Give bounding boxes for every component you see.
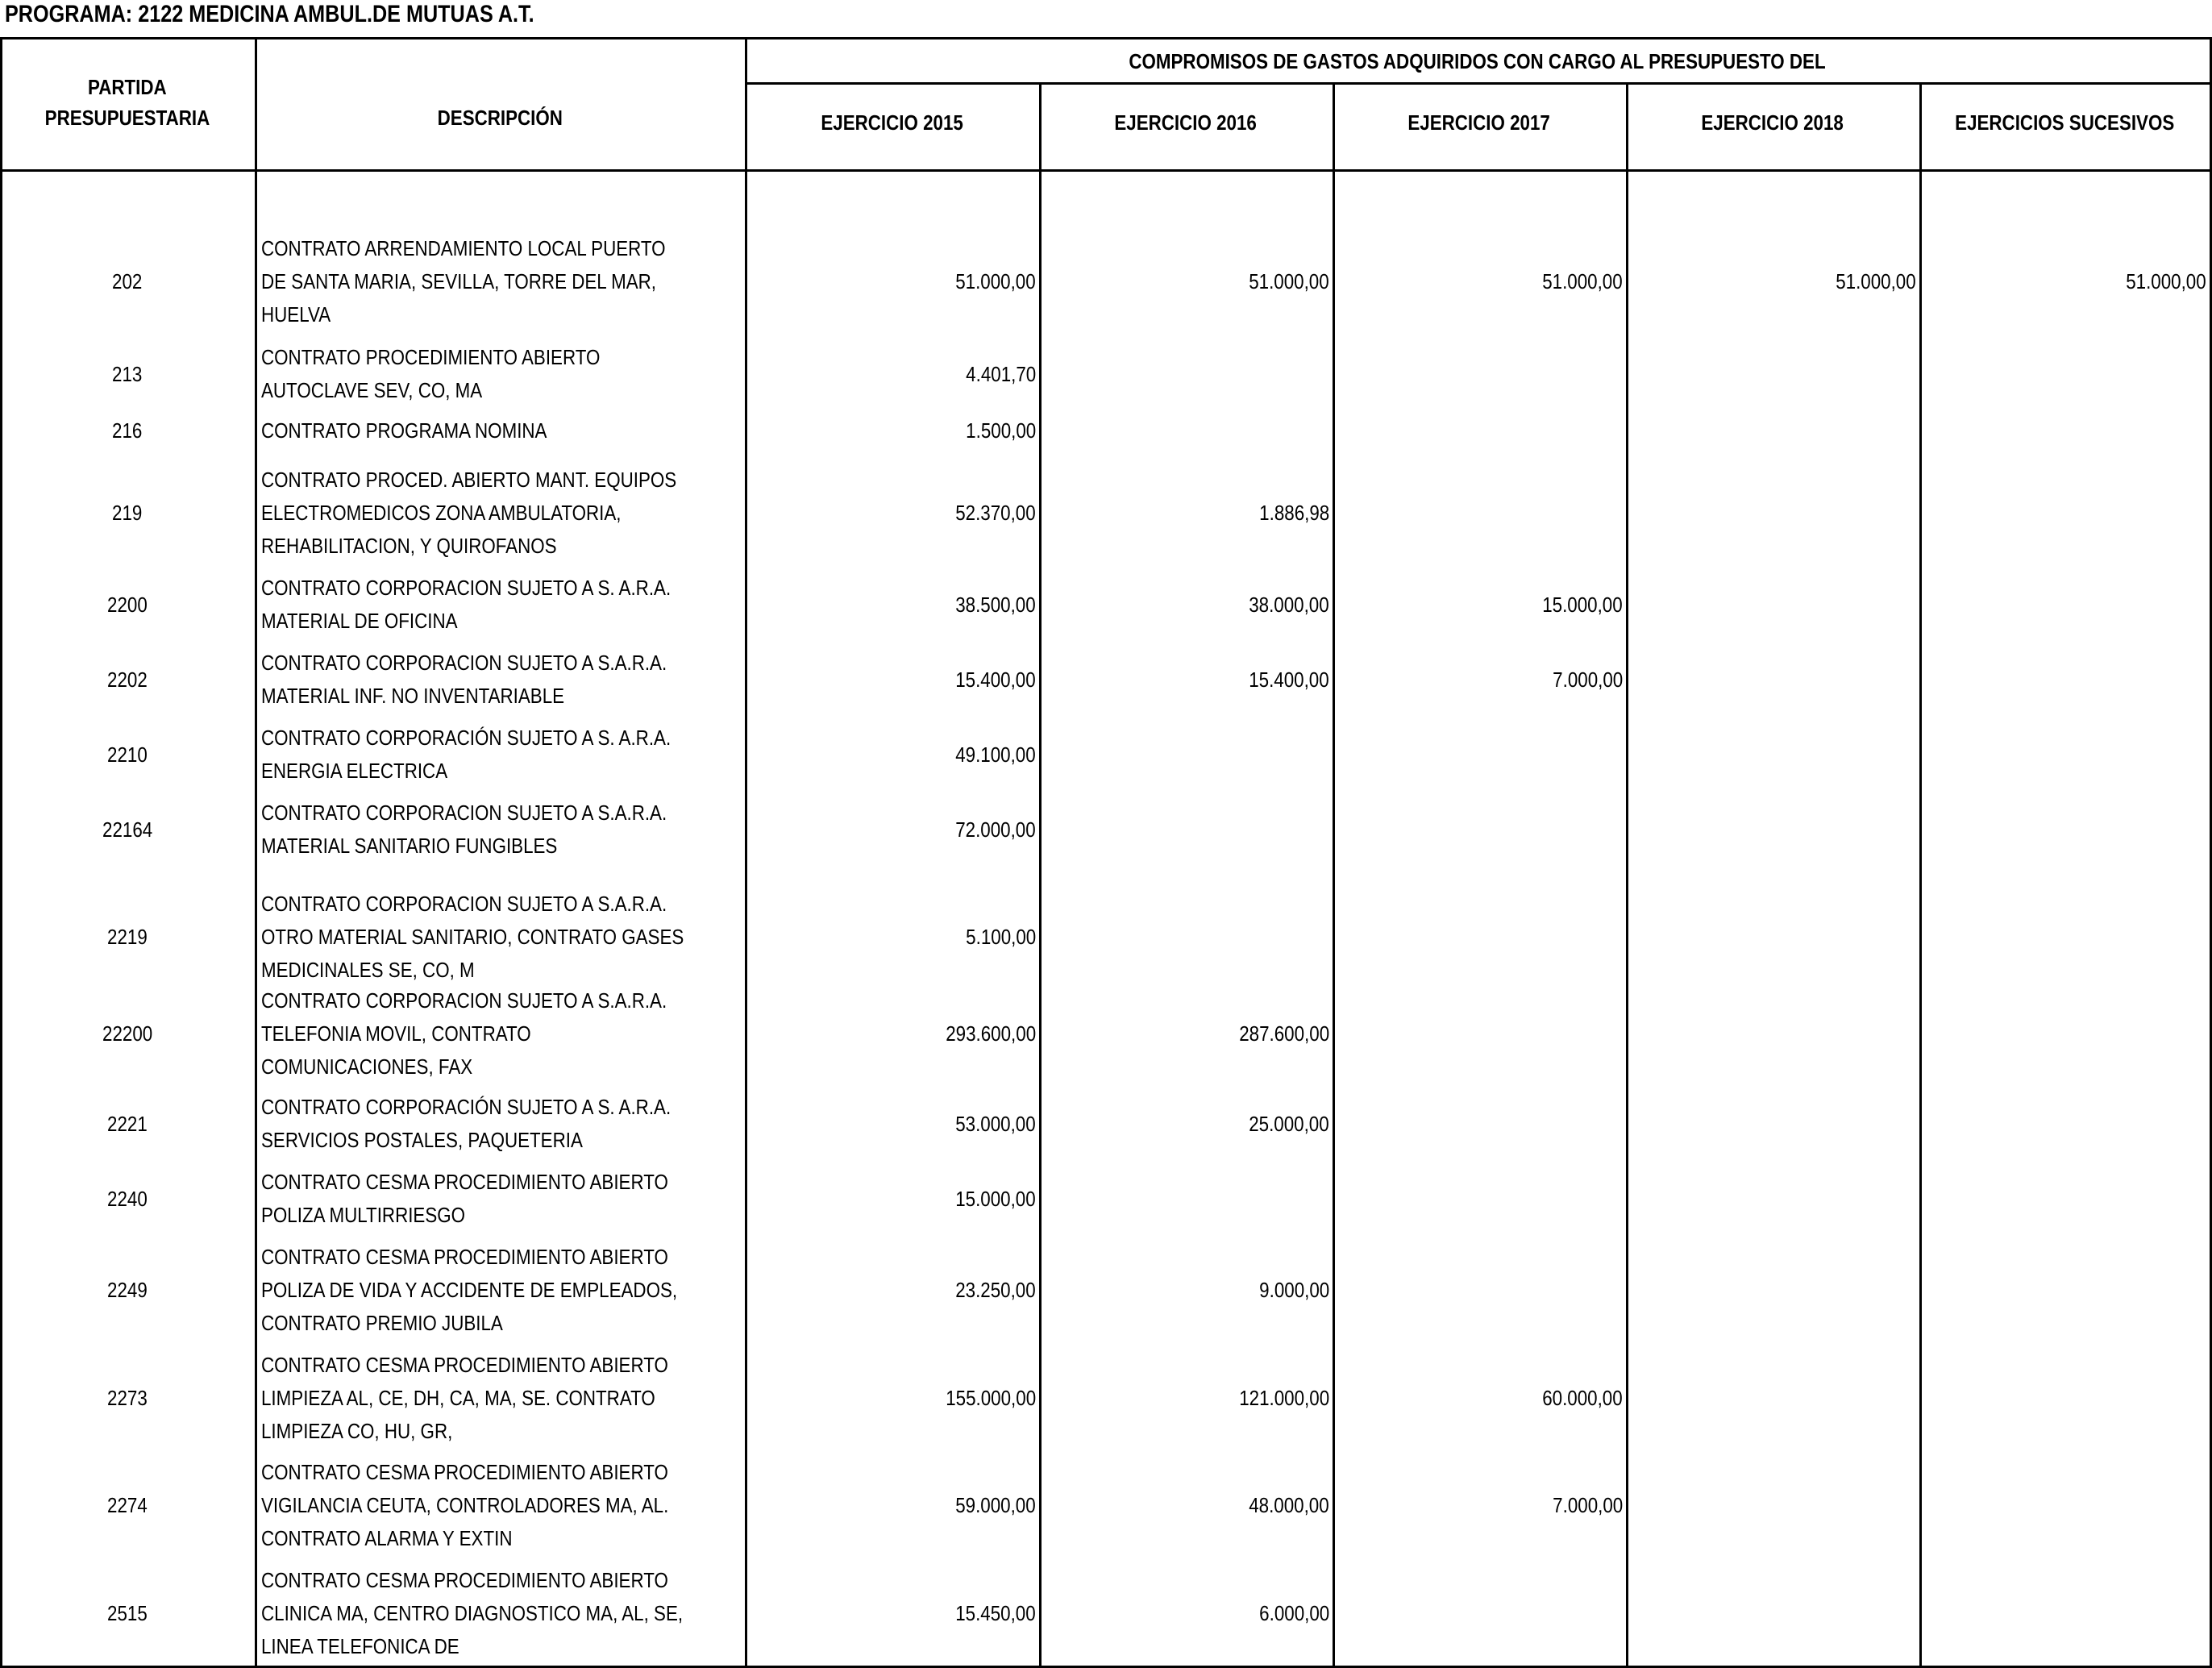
column-rule [1626,82,1628,1668]
header-partida: PRESUPUESTARIA [44,106,210,130]
amount-cell: 38.000,00 [1249,592,1329,617]
amount-cell: 49.100,00 [955,742,1036,767]
column-rule [1333,82,1335,1668]
row-description: CONTRATO CORPORACION SUJETO A S.A.R.A. MATERIAL SANITARIO FUNGIBLES [261,801,667,858]
amount-cell: 15.400,00 [1249,667,1329,692]
amount-cell: 60.000,00 [1542,1386,1623,1410]
row-description: CONTRATO CORPORACION SUJETO A S. A.R.A. MATERIAL DE OFICINA [261,576,672,633]
amount-cell: 51.000,00 [1249,269,1329,293]
amount-cell: 6.000,00 [1258,1601,1329,1625]
row-description: CONTRATO ARRENDAMIENTO LOCAL PUERTO DE SANTA MARIA, SEVILLA, TORRE DEL MAR, HUELVA [261,236,666,327]
column-rule [1039,82,1042,1668]
header-descripcion: DESCRIPCIÓN [437,106,563,130]
amount-cell: 25.000,00 [1249,1111,1329,1136]
partida-code: 2202 [107,667,148,692]
partida-code: 2219 [107,925,148,949]
partida-code: 22200 [102,1021,153,1046]
amount-cell: 23.250,00 [955,1278,1036,1302]
partida-code: 2221 [107,1111,148,1136]
amount-cell: 51.000,00 [2126,269,2206,293]
amount-cell: 51.000,00 [1836,269,1916,293]
header-year-1: EJERCICIO 2015 [821,110,963,135]
amount-cell: 15.450,00 [955,1601,1036,1625]
amount-cell: 53.000,00 [955,1111,1036,1136]
row-description: CONTRATO CESMA PROCEDIMIENTO ABIERTO VIGILANCIA CEUTA, CONTROLADORES MA, AL. CONTRATO ALARMA Y EXTIN [261,1460,669,1550]
partida-code: 2210 [107,742,148,767]
row-description: CONTRATO CESMA PROCEDIMIENTO ABIERTO POLIZA DE VIDA Y ACCIDENTE DE EMPLEADOS, CONTRATO PREMIO JUBILA [261,1245,678,1335]
header-year-3: EJERCICIO 2017 [1407,110,1551,135]
partida-code: 2273 [107,1386,148,1410]
amount-cell: 155.000,00 [946,1386,1036,1410]
amount-cell: 59.000,00 [955,1493,1036,1517]
amount-cell: 15.000,00 [1542,592,1623,617]
amount-cell: 9.000,00 [1258,1278,1329,1302]
amount-cell: 15.400,00 [955,667,1036,692]
header-year-5: EJERCICIOS SUCESIVOS [1954,110,2175,135]
amount-cell: 15.000,00 [955,1186,1036,1211]
header-year-4: EJERCICIO 2018 [1701,110,1844,135]
group-header-rule [745,82,2212,85]
amount-cell: 51.000,00 [1542,269,1623,293]
partida-code: 2274 [107,1493,148,1517]
row-description: CONTRATO CORPORACION SUJETO A S.A.R.A. OTRO MATERIAL SANITARIO, CONTRATO GASES MEDICINALES SE, CO, M [261,892,684,982]
partida-code: 216 [112,418,143,443]
header-compromisos-group: COMPROMISOS DE GASTOS ADQUIRIDOS CON CARGO AL PRESUPUESTO DEL [1129,49,1826,73]
row-description: CONTRATO PROCEDIMIENTO ABIERTO AUTOCLAVE SEV, CO, MA [261,345,601,402]
header-bottom-rule [0,169,2212,172]
header-partida: PARTIDA [88,75,167,99]
amount-cell: 51.000,00 [955,269,1036,293]
row-description: CONTRATO PROCED. ABIERTO MANT. EQUIPOS ELECTROMEDICOS ZONA AMBULATORIA, REHABILITACION, Y QUIROFANOS [261,468,677,558]
header-year-2: EJERCICIO 2016 [1114,110,1258,135]
amount-cell: 7.000,00 [1552,667,1623,692]
row-description: CONTRATO CESMA PROCEDIMIENTO ABIERTO POLIZA MULTIRRIESGO [261,1170,668,1227]
amount-cell: 52.370,00 [955,501,1036,525]
partida-code: 213 [112,361,143,386]
partida-code: 219 [112,501,143,525]
amount-cell: 287.600,00 [1239,1021,1329,1046]
amount-cell: 4.401,70 [965,361,1036,386]
partida-code: 2249 [107,1278,148,1302]
row-description: CONTRATO PROGRAMA NOMINA [261,418,547,443]
partida-code: 22164 [102,817,153,842]
amount-cell: 72.000,00 [955,817,1036,842]
amount-cell: 121.000,00 [1239,1386,1329,1410]
row-description: CONTRATO CORPORACION SUJETO A S.A.R.A. MATERIAL INF. NO INVENTARIABLE [261,651,667,708]
page-title: PROGRAMA: 2122 MEDICINA AMBUL.DE MUTUAS A.T. [5,1,534,27]
partida-code: 202 [112,269,143,293]
partida-code: 2515 [107,1601,148,1625]
amount-cell: 48.000,00 [1249,1493,1329,1517]
amount-cell: 38.500,00 [955,592,1036,617]
amount-cell: 5.100,00 [965,925,1036,949]
row-description: CONTRATO CORPORACIÓN SUJETO A S. A.R.A. ENERGIA ELECTRICA [261,726,672,783]
partida-code: 2240 [107,1186,148,1211]
table-top-rule [0,37,2212,40]
column-rule [255,37,257,1668]
amount-cell: 1.500,00 [965,418,1036,443]
amount-cell: 293.600,00 [946,1021,1036,1046]
amount-cell: 7.000,00 [1552,1493,1623,1517]
amount-cell: 1.886,98 [1258,501,1329,525]
column-rule [1919,82,1922,1668]
row-description: CONTRATO CESMA PROCEDIMIENTO ABIERTO LIMPIEZA AL, CE, DH, CA, MA, SE. CONTRATO LIMPIEZA CO, HU, GR, [261,1353,668,1443]
row-description: CONTRATO CORPORACION SUJETO A S.A.R.A. TELEFONIA MOVIL, CONTRATO COMUNICACIONES, FAX [261,988,667,1079]
row-description: CONTRATO CORPORACIÓN SUJETO A S. A.R.A. SERVICIOS POSTALES, PAQUETERIA [261,1095,672,1152]
partida-code: 2200 [107,592,148,617]
row-description: CONTRATO CESMA PROCEDIMIENTO ABIERTO CLINICA MA, CENTRO DIAGNOSTICO MA, AL, SE, LINEA TELEFONICA DE [261,1568,684,1658]
